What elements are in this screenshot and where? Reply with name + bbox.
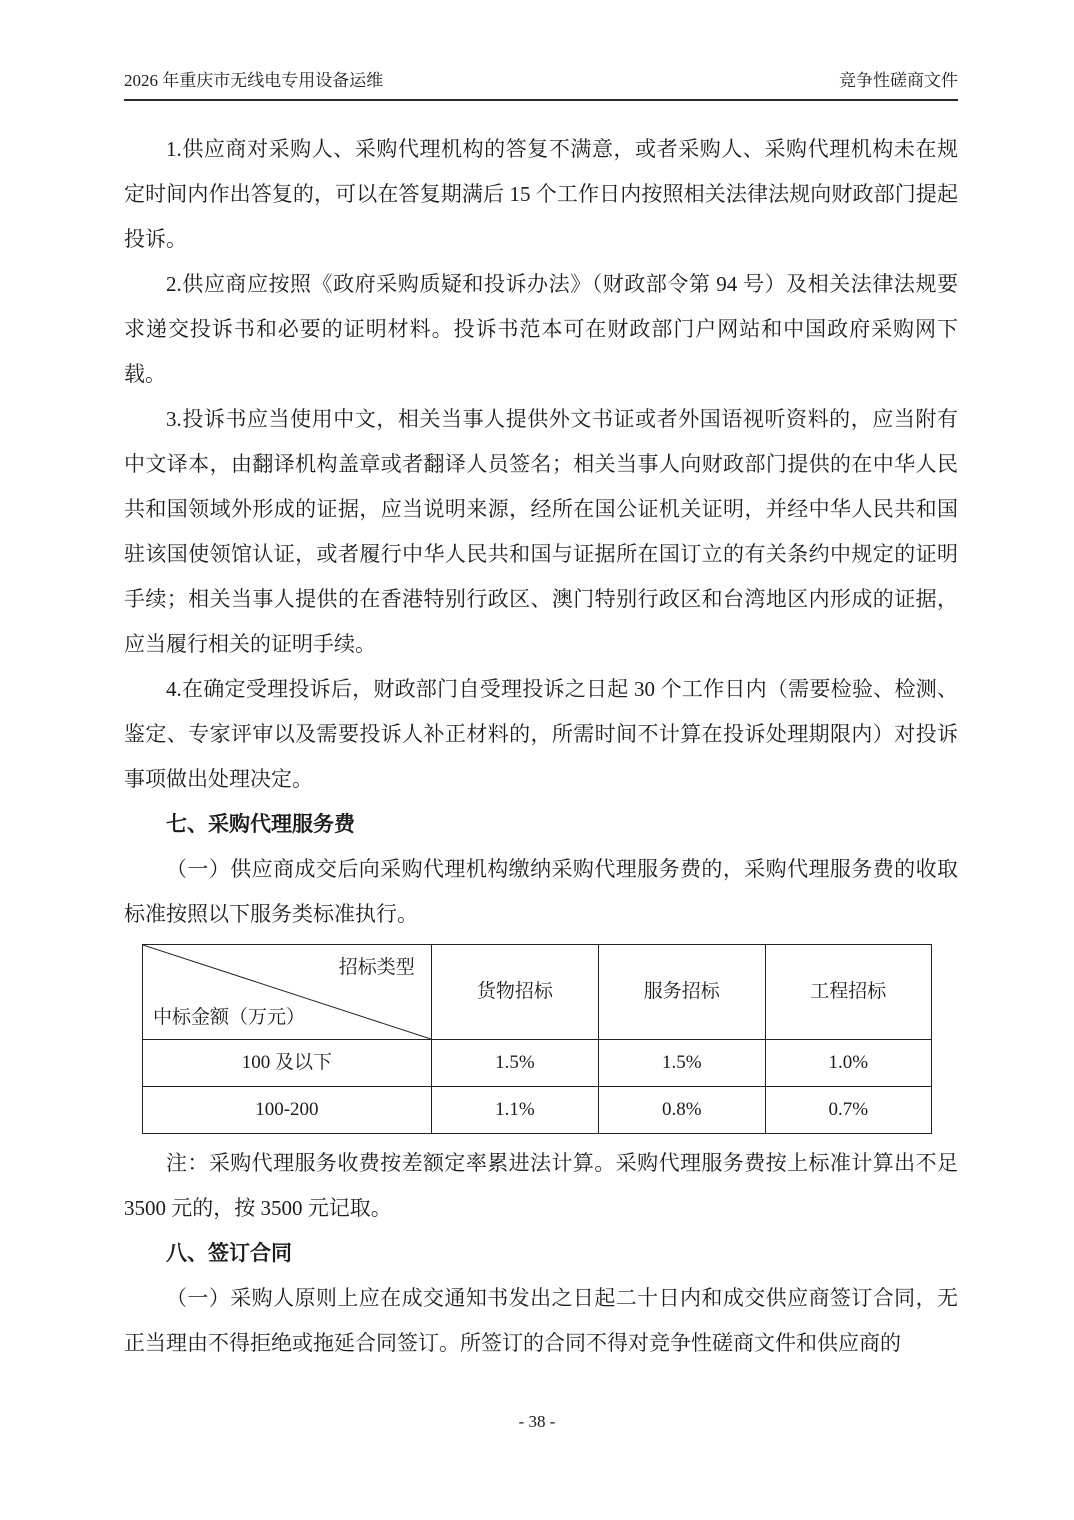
table-cell: 1.5% (431, 1040, 598, 1087)
document-body (124, 127, 958, 1366)
column-header-services: 服务招标 (599, 945, 765, 1040)
corner-bottom-label: 中标金额（万元） (153, 1007, 306, 1028)
header-right-title: 竞争性磋商文件 (839, 71, 958, 90)
agency-fee-table (142, 944, 932, 1134)
section-heading-contract: 八、签订合同 (166, 1241, 292, 1265)
section-heading-agency-fee: 七、采购代理服务费 (166, 812, 355, 836)
page-header (124, 70, 958, 101)
complaint-paragraph-4: 4.在确定受理投诉后，财政部门自受理投诉之日起 30 个工作日内（需要检验、检测、鉴定、专家评审以及需要投诉人补正材料的，所需时间不计算在投诉处理期限内）对投诉事项做出处理决定。 (124, 677, 958, 791)
contract-paragraph: （一）采购人原则上应在成交通知书发出之日起二十日内和成交供应商签订合同，无正当理由不得拒绝或拖延合同签订。所签订的合同不得对竞争性磋商文件和供应商的 (124, 1286, 958, 1355)
complaint-paragraph-1: 1.供应商对采购人、采购代理机构的答复不满意，或者采购人、采购代理机构未在规定时间内作出答复的，可以在答复期满后 15 个工作日内按照相关法律法规向财政部门提起投诉。 (124, 137, 958, 251)
table-cell: 0.7% (765, 1087, 932, 1134)
header-left-title: 2026 年重庆市无线电专用设备运维 (124, 71, 384, 90)
complaint-paragraph-3: 3.投诉书应当使用中文，相关当事人提供外文书证或者外国语视听资料的，应当附有中文译本，由翻译机构盖章或者翻译人员签名；相关当事人向财政部门提供的在中华人民共和国领域外形成的证据，应当说明来源，经所在国公证机关证明，并经中华人民共和国驻该国使领馆认证，或者履行中华人民共和国与证据所在国订立的有关条约中规定的证明手续；相关当事人提供的在香港特别行政区、澳门特别行政区和台湾地区内形成的证据，应当履行相关的证明手续。 (124, 407, 958, 656)
agency-fee-intro: （一）供应商成交后向采购代理机构缴纳采购代理服务费的，采购代理服务费的收取标准按照以下服务类标准执行。 (124, 857, 958, 926)
column-header-works: 工程招标 (765, 945, 932, 1040)
complaint-paragraph-2: 2.供应商应按照《政府采购质疑和投诉办法》（财政部令第 94 号）及相关法律法规要求递交投诉书和必要的证明材料。投诉书范本可在财政部门户网站和中国政府采购网下载。 (124, 272, 958, 386)
row-label: 100-200 (143, 1087, 432, 1134)
page-footer (0, 1412, 1074, 1432)
table-cell: 0.8% (599, 1087, 765, 1134)
table-row (143, 1087, 932, 1134)
column-header-goods: 货物招标 (431, 945, 598, 1040)
page-number: - 38 - (518, 1412, 556, 1431)
agency-fee-note: 注：采购代理服务收费按差额定率累进法计算。采购代理服务费按上标准计算出不足 3500 元的，按 3500 元记取。 (124, 1151, 958, 1220)
row-label: 100 及以下 (143, 1040, 432, 1087)
table-corner-cell (143, 945, 432, 1040)
table-row (143, 1040, 932, 1087)
table-cell: 1.1% (431, 1087, 598, 1134)
table-header-row (143, 945, 932, 1040)
corner-top-label: 招标类型 (338, 957, 415, 978)
table-cell: 1.5% (599, 1040, 765, 1087)
table-cell: 1.0% (765, 1040, 932, 1087)
